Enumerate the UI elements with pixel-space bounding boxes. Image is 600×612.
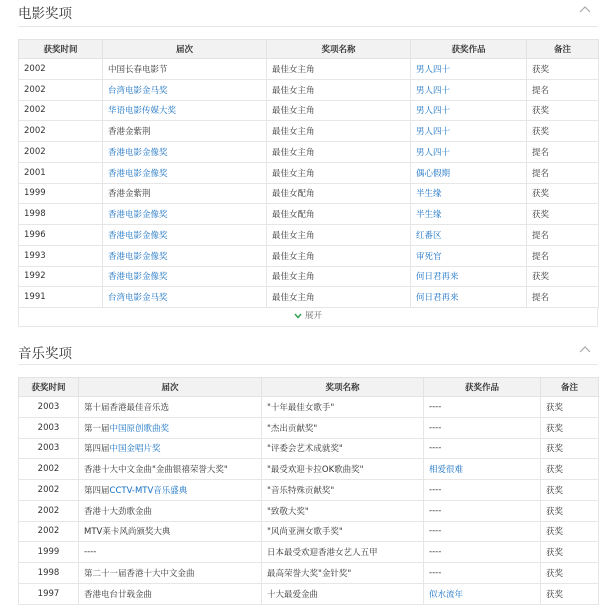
table-cell: "风尚亚洲女歌手奖"	[262, 521, 424, 542]
table-cell: ----	[424, 563, 541, 584]
table-cell: 提名	[527, 142, 599, 163]
table-cell: 获奖	[541, 521, 599, 542]
column-header: 获奖作品	[424, 378, 541, 397]
column-header: 备注	[541, 378, 599, 397]
table-cell: 2002	[19, 121, 103, 142]
table-cell[interactable]: 偶心假期	[411, 162, 527, 183]
table-row	[19, 583, 599, 604]
column-header: 届次	[79, 378, 262, 397]
table-cell: 2002	[19, 100, 103, 121]
table-cell: 日本最受欢迎香港女艺人五甲	[262, 542, 424, 563]
table-cell: 2003	[19, 438, 79, 459]
table-row	[19, 438, 599, 459]
table-cell: 获奖	[541, 480, 599, 501]
table-cell: 1999	[19, 183, 103, 204]
table-row	[19, 480, 599, 501]
table-cell: 提名	[527, 245, 599, 266]
table-cell[interactable]: 男人四十	[411, 100, 527, 121]
table-cell: 提名	[527, 287, 599, 308]
table-cell: "评委会艺术成就奖"	[262, 438, 424, 459]
table-cell[interactable]: 香港电影金像奖	[103, 204, 267, 225]
table-cell: ----	[424, 480, 541, 501]
table-cell: 香港电台廿载金曲	[79, 583, 262, 604]
table-cell: 最佳女配角	[267, 183, 411, 204]
table-cell: 2002	[19, 142, 103, 163]
table-header-row	[19, 40, 599, 59]
cell-prefix: 第四届	[84, 485, 110, 496]
table-cell: 最佳女主角	[267, 245, 411, 266]
table-cell: 获奖	[541, 500, 599, 521]
table-cell: 1992	[19, 266, 103, 287]
table-cell: ----	[424, 438, 541, 459]
table-cell: 2002	[19, 480, 79, 501]
column-header: 奖项名称	[262, 378, 424, 397]
table-cell: 香港十大劲歌金曲	[79, 500, 262, 521]
table-cell: 获奖	[541, 563, 599, 584]
table-cell[interactable]: 似水流年	[424, 583, 541, 604]
table-cell[interactable]: 男人四十	[411, 142, 527, 163]
table-cell: "最受欢迎卡拉OK歌曲奖"	[262, 459, 424, 480]
table-cell: ----	[424, 417, 541, 438]
table-header-row	[19, 378, 599, 397]
column-header: 获奖时间	[19, 378, 79, 397]
table-cell: "致敬大奖"	[262, 500, 424, 521]
table-cell: 获奖	[541, 459, 599, 480]
column-header: 备注	[527, 40, 599, 59]
table-cell[interactable]: 何日君再来	[411, 287, 527, 308]
table-cell: 2002	[19, 521, 79, 542]
table-cell: 2003	[19, 397, 79, 418]
column-header: 获奖时间	[19, 40, 103, 59]
table-cell: ----	[424, 500, 541, 521]
expand-button[interactable]	[18, 308, 598, 327]
chevron-up-icon[interactable]	[578, 344, 592, 356]
table-row	[19, 542, 599, 563]
table-cell: 最高荣誉大奖"金针奖"	[262, 563, 424, 584]
table-row	[19, 100, 599, 121]
table-cell: 2002	[19, 79, 103, 100]
music-awards-section	[0, 340, 600, 605]
table-cell: 1998	[19, 204, 103, 225]
table-cell[interactable]: 华语电影传媒大奖	[103, 100, 267, 121]
table-cell: 获奖	[527, 183, 599, 204]
cell-link[interactable]: CCTV-MTV音乐盛典	[109, 485, 188, 496]
table-row	[19, 417, 599, 438]
cell-link[interactable]: 中国金唱片奖	[109, 444, 161, 455]
table-cell: 香港金紫荆	[103, 183, 267, 204]
table-cell[interactable]: 香港电影金像奖	[103, 142, 267, 163]
table-cell: "音乐特殊贡献奖"	[262, 480, 424, 501]
table-row	[19, 563, 599, 584]
table-cell[interactable]: 相爱很难	[424, 459, 541, 480]
table-cell: 2002	[19, 500, 79, 521]
table-cell: 获奖	[541, 583, 599, 604]
section-title: 音乐奖项	[18, 346, 72, 362]
table-cell: 1999	[19, 542, 79, 563]
column-header: 奖项名称	[267, 40, 411, 59]
table-row	[19, 162, 599, 183]
table-cell[interactable]: 台湾电影金马奖	[103, 79, 267, 100]
table-cell[interactable]: 香港电影金像奖	[103, 162, 267, 183]
table-cell: 2001	[19, 162, 103, 183]
table-row	[19, 521, 599, 542]
table-cell: 最佳女主角	[267, 287, 411, 308]
table-cell: 2002	[19, 59, 103, 80]
chevron-up-icon[interactable]	[578, 4, 592, 16]
table-cell[interactable]: 审死官	[411, 245, 527, 266]
table-cell: 获奖	[527, 59, 599, 80]
table-cell[interactable]: 何日君再来	[411, 266, 527, 287]
table-row	[19, 397, 599, 418]
table-cell: "杰出贡献奖"	[262, 417, 424, 438]
music-awards-table	[18, 377, 599, 605]
table-cell: 1996	[19, 225, 103, 246]
table-row	[19, 79, 599, 100]
table-cell: ----	[424, 397, 541, 418]
table-cell: 获奖	[541, 438, 599, 459]
table-cell: 十大最爱金曲	[262, 583, 424, 604]
column-header: 获奖作品	[411, 40, 527, 59]
table-row	[19, 245, 599, 266]
table-row	[19, 287, 599, 308]
table-row	[19, 183, 599, 204]
table-row	[19, 59, 599, 80]
table-cell: 中国长春电影节	[103, 59, 267, 80]
table-cell[interactable]: 香港电影金像奖	[103, 245, 267, 266]
table-cell[interactable]: 红番区	[411, 225, 527, 246]
table-cell	[79, 438, 262, 459]
table-cell: 获奖	[527, 204, 599, 225]
table-cell[interactable]: 香港电影金像奖	[103, 266, 267, 287]
table-cell: 最佳女主角	[267, 100, 411, 121]
table-cell: ----	[424, 521, 541, 542]
table-cell: 获奖	[527, 100, 599, 121]
table-cell: 提名	[527, 162, 599, 183]
table-cell: 最佳女主角	[267, 142, 411, 163]
table-cell: 最佳女主角	[267, 162, 411, 183]
table-cell: 获奖	[541, 397, 599, 418]
table-cell: "十年最佳女歌手"	[262, 397, 424, 418]
table-cell: 香港十大中文金曲"金曲银禧荣誉大奖"	[79, 459, 262, 480]
divider	[18, 364, 598, 365]
table-cell[interactable]: 半生缘	[411, 204, 527, 225]
expand-label: 展开	[304, 311, 322, 321]
table-cell: 第二十一届香港十大中文金曲	[79, 563, 262, 584]
table-row	[19, 225, 599, 246]
table-cell: 1997	[19, 583, 79, 604]
section-title: 电影奖项	[18, 6, 72, 22]
table-cell[interactable]: 男人四十	[411, 121, 527, 142]
table-cell: 最佳女主角	[267, 79, 411, 100]
table-cell: ----	[79, 542, 262, 563]
table-cell: 2002	[19, 459, 79, 480]
table-cell: 最佳女配角	[267, 204, 411, 225]
table-row	[19, 142, 599, 163]
cell-link[interactable]: 中国原创歌曲奖	[109, 423, 170, 434]
table-cell: 1993	[19, 245, 103, 266]
table-cell: 获奖	[527, 266, 599, 287]
table-cell: 获奖	[527, 121, 599, 142]
table-cell: 2003	[19, 417, 79, 438]
table-cell: 获奖	[541, 417, 599, 438]
table-cell: ----	[424, 542, 541, 563]
table-row	[19, 500, 599, 521]
table-cell	[79, 480, 262, 501]
film-awards-table	[18, 39, 599, 308]
column-header: 届次	[103, 40, 267, 59]
table-cell[interactable]: 香港电影金像奖	[103, 225, 267, 246]
table-cell: 最佳女主角	[267, 59, 411, 80]
cell-prefix: 第四届	[84, 444, 110, 455]
chevron-down-icon	[294, 313, 302, 319]
table-cell: 最佳女主角	[267, 121, 411, 142]
music-awards-header	[0, 340, 600, 365]
table-cell[interactable]: 男人四十	[411, 79, 527, 100]
divider	[18, 26, 598, 27]
table-cell: 第十届香港最佳音乐选	[79, 397, 262, 418]
table-cell[interactable]: 台湾电影金马奖	[103, 287, 267, 308]
table-cell[interactable]: 半生缘	[411, 183, 527, 204]
table-cell: 获奖	[541, 542, 599, 563]
cell-prefix: 第一届	[84, 423, 110, 434]
table-row	[19, 204, 599, 225]
table-cell: 提名	[527, 225, 599, 246]
table-cell: 1998	[19, 563, 79, 584]
table-cell[interactable]: 男人四十	[411, 59, 527, 80]
table-cell: 提名	[527, 79, 599, 100]
film-awards-header	[0, 0, 600, 27]
table-cell: 香港金紫荆	[103, 121, 267, 142]
table-cell: 1991	[19, 287, 103, 308]
table-cell: 最佳女主角	[267, 225, 411, 246]
table-row	[19, 121, 599, 142]
table-cell: 最佳女主角	[267, 266, 411, 287]
table-row	[19, 459, 599, 480]
table-cell: MTV莱卡风尚颁奖大典	[79, 521, 262, 542]
table-row	[19, 266, 599, 287]
table-cell	[79, 417, 262, 438]
